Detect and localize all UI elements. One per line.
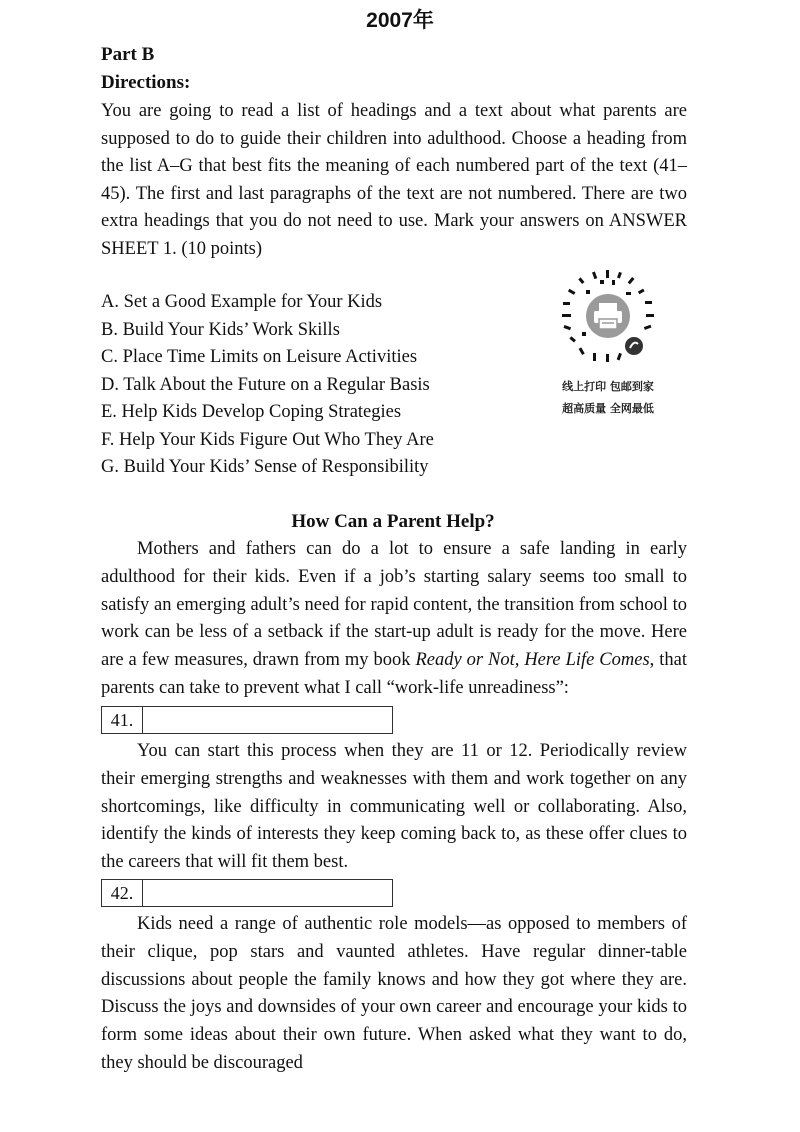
printer-qr-icon: [560, 268, 656, 364]
heading-options-list: [101, 289, 434, 482]
qr-caption-line2: 超高质量 全网最低: [562, 402, 654, 415]
blank-number-42: 42.: [102, 880, 143, 906]
intro-text-part2: , that parents can take to prevent what I call “work-life unreadiness”:: [101, 650, 687, 698]
answer-blank-41[interactable]: [101, 706, 393, 734]
option-e: E. Help Kids Develop Coping Strategies: [101, 402, 402, 422]
option-f: F. Help Your Kids Figure Out Who They Are: [101, 429, 434, 450]
intro-paragraph: [101, 536, 687, 703]
intro-text-part1: Mothers and fathers can do a lot to ensure a safe landing in early adulthood for their kids. Even if a job’s starting salary seems too small to satisfy an emerging adult’s need for rapid content, the transition from school to work can be less of a setback if the start-up adult is ready for the move. Here are a few measures, drawn from my book: [101, 539, 687, 671]
paragraph-41: [101, 738, 687, 877]
part-heading: Part B: [101, 44, 155, 65]
answer-blank-42[interactable]: [101, 879, 393, 907]
qr-caption-line1: 线上打印 包邮到家: [562, 380, 654, 393]
option-c: C. Place Time Limits on Leisure Activities: [101, 347, 418, 367]
page-title: 2007年: [366, 9, 434, 32]
blank-number-41: 41.: [102, 707, 143, 733]
paragraph-41-text: You can start this process when they are 11 or 12. Periodically review their emerging strengths and weaknesses with them and work together on any shortcomings, like difficulty in communicating well or collaborating. Also, identify the kinds of interests they keep coming back to, as these offer clues to the careers that will fit them best.: [101, 741, 687, 873]
paragraph-42-text: Kids need a range of authentic role models—as opposed to members of their clique, pop stars and vaunted athletes. Have regular dinner-table discussions about people the family knows and how they got where they are. Discuss the joys and downsides of your own career and encourage your kids to form some ideas about their own future. When asked what they want to do, they should be discouraged: [101, 914, 687, 1073]
directions-text: You are going to read a list of headings and a text about what parents are supposed to do to guide their children into adulthood. Choose a heading from the list A–G that best fits the meaning of each numbered part of the text (41–45). The first and last paragraphs of the text are not numbered. There are two extra headings that you do not need to use. Mark your answers on ANSWER SHEET 1. (10 points): [101, 101, 687, 259]
book-title: Ready or Not, Here Life Comes: [415, 650, 650, 671]
option-d: D. Talk About the Future on a Regular Basis: [101, 374, 430, 395]
paragraph-42: [101, 911, 687, 1078]
directions-label: Directions:: [101, 72, 191, 93]
blank-field-41[interactable]: [143, 707, 392, 733]
option-b: B. Build Your Kids’ Work Skills: [101, 319, 340, 340]
option-g: G. Build Your Kids’ Sense of Responsibility: [101, 457, 429, 477]
article-title: How Can a Parent Help?: [291, 511, 495, 532]
blank-field-42[interactable]: [143, 880, 392, 906]
option-a: A. Set a Good Example for Your Kids: [101, 292, 383, 312]
